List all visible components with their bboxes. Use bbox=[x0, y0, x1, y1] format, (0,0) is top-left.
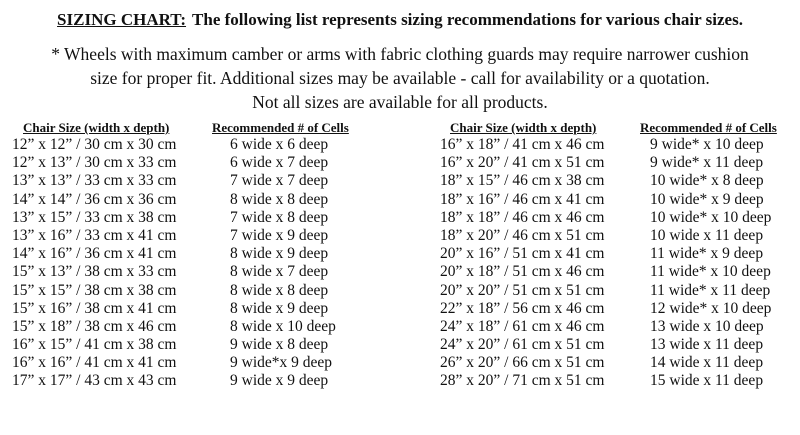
chair-size-cell: 26” x 20” / 66 cm x 51 cm bbox=[440, 354, 605, 372]
chair-size-cell: 13” x 15” / 33 cm x 38 cm bbox=[12, 208, 177, 226]
cells-cell: 12 wide* x 10 deep bbox=[650, 299, 772, 317]
cells-cell: 11 wide* x 11 deep bbox=[650, 281, 771, 299]
cells-cell: 8 wide x 9 deep bbox=[230, 245, 329, 263]
cells-cell: 9 wide*x 9 deep bbox=[230, 354, 333, 372]
left-cells-header: Recommended # of Cells bbox=[212, 120, 349, 135]
chair-size-cell: 16” x 20” / 41 cm x 51 cm bbox=[440, 154, 605, 172]
chair-size-cell: 16” x 18” / 41 cm x 46 cm bbox=[440, 136, 605, 153]
cells-cell: 9 wide x 9 deep bbox=[230, 372, 329, 390]
right-chair-size-header: Chair Size (width x depth) bbox=[450, 120, 597, 135]
cells-cell: 8 wide x 10 deep bbox=[230, 317, 336, 335]
chart-heading bbox=[0, 10, 800, 30]
chair-size-cell: 14” x 14” / 36 cm x 36 cm bbox=[12, 190, 177, 208]
chair-size-cell: 15” x 15” / 38 cm x 38 cm bbox=[12, 281, 177, 299]
cells-cell: 8 wide x 8 deep bbox=[230, 281, 329, 299]
cells-cell: 6 wide x 6 deep bbox=[230, 136, 329, 153]
cells-cell: 8 wide x 7 deep bbox=[230, 263, 329, 281]
chair-size-cell: 13” x 16” / 33 cm x 41 cm bbox=[12, 226, 177, 244]
cells-cell: 11 wide* x 10 deep bbox=[650, 263, 771, 281]
left-chair-size-header: Chair Size (width x depth) bbox=[23, 120, 170, 135]
availability-note bbox=[0, 42, 800, 114]
chair-size-cell: 17” x 17” / 43 cm x 43 cm bbox=[12, 372, 177, 390]
chair-size-cell: 12” x 13” / 30 cm x 33 cm bbox=[12, 154, 177, 172]
cells-cell: 6 wide x 7 deep bbox=[230, 154, 329, 172]
cells-cell: 10 wide x 11 deep bbox=[650, 226, 764, 244]
chair-size-cell: 18” x 15” / 46 cm x 38 cm bbox=[440, 172, 605, 190]
note-line: size for proper fit. Additional sizes may be available - call for availability or a quotation. bbox=[90, 68, 710, 88]
cells-cell: 9 wide* x 11 deep bbox=[650, 154, 764, 172]
right-cells-header: Recommended # of Cells bbox=[640, 120, 777, 135]
chair-size-cell: 18” x 18” / 46 cm x 46 cm bbox=[440, 208, 605, 226]
chair-size-cell: 18” x 20” / 46 cm x 51 cm bbox=[440, 226, 605, 244]
chair-size-cell: 16” x 16” / 41 cm x 41 cm bbox=[12, 354, 177, 372]
chair-size-cell: 18” x 16” / 46 cm x 41 cm bbox=[440, 190, 605, 208]
chair-size-cell: 15” x 18” / 38 cm x 46 cm bbox=[12, 317, 177, 335]
cells-cell: 8 wide x 9 deep bbox=[230, 299, 329, 317]
cells-cell: 10 wide* x 9 deep bbox=[650, 190, 764, 208]
chair-size-cell: 12” x 12” / 30 cm x 30 cm bbox=[12, 136, 177, 153]
cells-cell: 7 wide x 9 deep bbox=[230, 226, 329, 244]
cells-cell: 15 wide x 11 deep bbox=[650, 372, 764, 390]
chair-size-cell: 20” x 20” / 51 cm x 51 cm bbox=[440, 281, 605, 299]
cells-cell: 13 wide x 11 deep bbox=[650, 336, 764, 354]
chair-size-cell: 24” x 18” / 61 cm x 46 cm bbox=[440, 317, 605, 335]
chair-size-cell: 22” x 18” / 56 cm x 46 cm bbox=[440, 299, 605, 317]
chair-size-cell: 14” x 16” / 36 cm x 41 cm bbox=[12, 245, 177, 263]
cells-cell: 7 wide x 8 deep bbox=[230, 208, 329, 226]
chair-size-cell: 13” x 13” / 33 cm x 33 cm bbox=[12, 172, 177, 190]
chair-size-cell: 24” x 20” / 61 cm x 51 cm bbox=[440, 336, 605, 354]
cells-cell: 10 wide* x 10 deep bbox=[650, 208, 772, 226]
cells-cell: 8 wide x 8 deep bbox=[230, 190, 329, 208]
chair-size-cell: 15” x 16” / 38 cm x 41 cm bbox=[12, 299, 177, 317]
chair-size-cell: 28” x 20” / 71 cm x 51 cm bbox=[440, 372, 605, 390]
chair-size-cell: 15” x 13” / 38 cm x 33 cm bbox=[12, 263, 177, 281]
heading-text: The following list represents sizing recommendations for various chair sizes. bbox=[192, 10, 743, 29]
cells-cell: 10 wide* x 8 deep bbox=[650, 172, 764, 190]
note-line: Not all sizes are available for all products. bbox=[252, 92, 548, 112]
cells-cell: 13 wide x 10 deep bbox=[650, 317, 764, 335]
cells-cell: 14 wide x 11 deep bbox=[650, 354, 764, 372]
cells-cell: 7 wide x 7 deep bbox=[230, 172, 329, 190]
chair-size-cell: 16” x 15” / 41 cm x 38 cm bbox=[12, 336, 177, 354]
note-line: * Wheels with maximum camber or arms with fabric clothing guards may require narrower cushion bbox=[51, 44, 749, 64]
cells-cell: 9 wide x 8 deep bbox=[230, 336, 329, 354]
chair-size-cell: 20” x 18” / 51 cm x 46 cm bbox=[440, 263, 605, 281]
cells-cell: 11 wide* x 9 deep bbox=[650, 245, 764, 263]
chair-size-cell: 20” x 16” / 51 cm x 41 cm bbox=[440, 245, 605, 263]
heading-label: SIZING CHART: bbox=[57, 10, 187, 29]
cells-cell: 9 wide* x 10 deep bbox=[650, 136, 764, 153]
